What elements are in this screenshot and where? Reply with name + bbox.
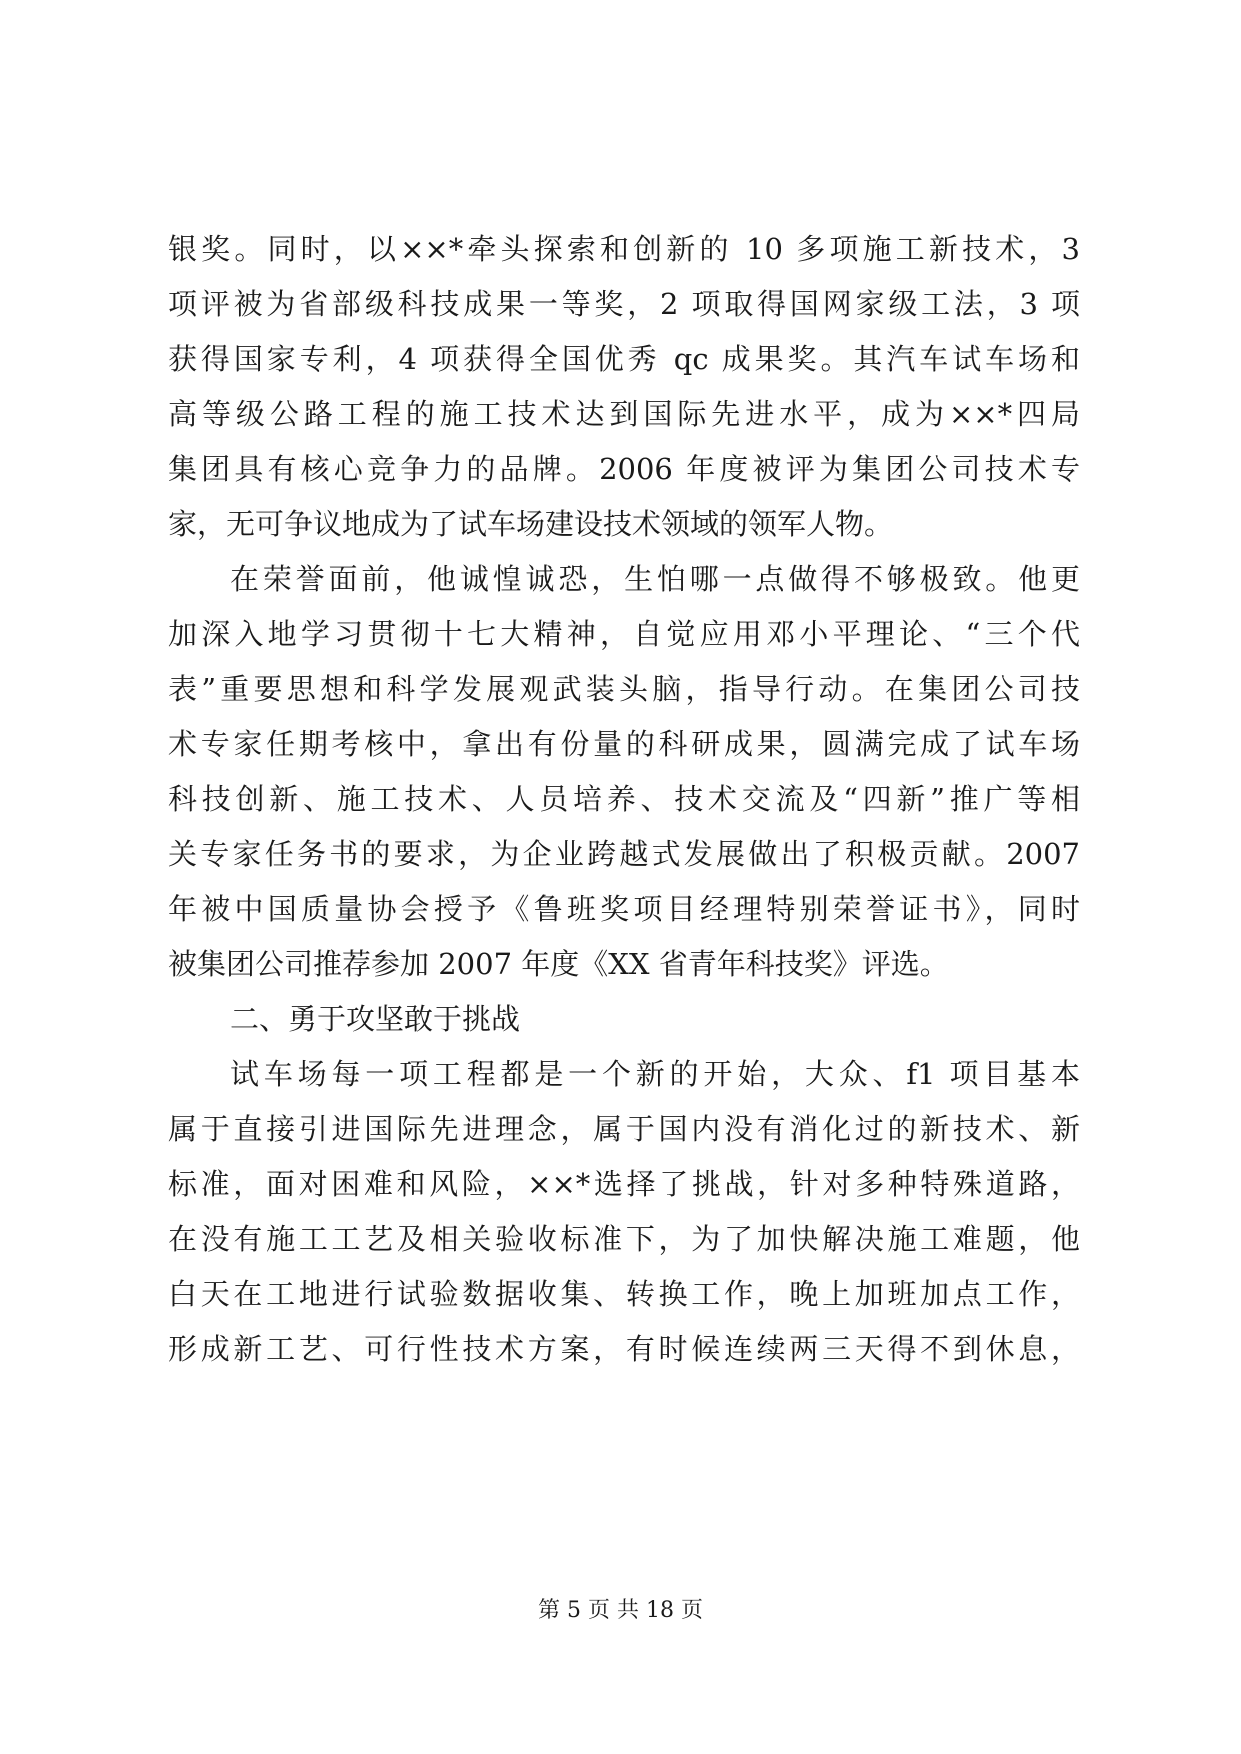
text-line: 被集团公司推荐参加 2007 年度《XX 省青年科技奖》评选。 [168, 947, 949, 981]
text-line: 加深入地学习贯彻十七大精神，自觉应用邓小平理论、“三个代 [168, 617, 1080, 651]
text-line: 术专家任期考核中，拿出有份量的科研成果，圆满完成了试车场 [168, 727, 1080, 761]
text-line: 标准，面对困难和风险，××*选择了挑战，针对多种特殊道路， [168, 1167, 1080, 1201]
text-line: 属于直接引进国际先进理念，属于国内没有消化过的新技术、新 [168, 1112, 1080, 1146]
text-line: 试车场每一项工程都是一个新的开始，大众、f1 项目基本 [230, 1057, 1080, 1091]
body-text [168, 222, 1080, 1377]
text-line: 年被中国质量协会授予《鲁班奖项目经理特别荣誉证书》，同时 [168, 892, 1080, 926]
text-line: 集团具有核心竞争力的品牌。2006 年度被评为集团公司技术专 [168, 452, 1080, 486]
text-line: 关专家任务书的要求，为企业跨越式发展做出了积极贡献。2007 [168, 837, 1080, 871]
text-line: 项评被为省部级科技成果一等奖，2 项取得国网家级工法，3 项 [168, 287, 1080, 321]
page-number-footer: 第 5 页 共 18 页 [538, 1598, 703, 1623]
text-line: 银奖。同时，以××*牵头探索和创新的 10 多项施工新技术，3 [168, 232, 1080, 266]
text-line: 在没有施工工艺及相关验收标准下，为了加快解决施工难题，他 [168, 1222, 1080, 1256]
section-heading: 二、勇于攻坚敢于挑战 [230, 1002, 521, 1036]
text-line: 表”重要思想和科学发展观武装头脑，指导行动。在集团公司技 [168, 672, 1080, 706]
text-line: 科技创新、施工技术、人员培养、技术交流及“四新”推广等相 [168, 782, 1080, 816]
text-line: 形成新工艺、可行性技术方案，有时候连续两三天得不到休息， [168, 1332, 1080, 1366]
text-line: 家，无可争议地成为了试车场建设技术领域的领军人物。 [168, 507, 894, 541]
text-line: 在荣誉面前，他诚惶诚恐，生怕哪一点做得不够极致。他更 [230, 562, 1080, 596]
text-line: 获得国家专利，4 项获得全国优秀 qc 成果奖。其汽车试车场和 [168, 342, 1080, 376]
text-line: 白天在工地进行试验数据收集、转换工作，晚上加班加点工作， [168, 1277, 1080, 1311]
text-line: 高等级公路工程的施工技术达到国际先进水平，成为××*四局 [168, 397, 1080, 431]
